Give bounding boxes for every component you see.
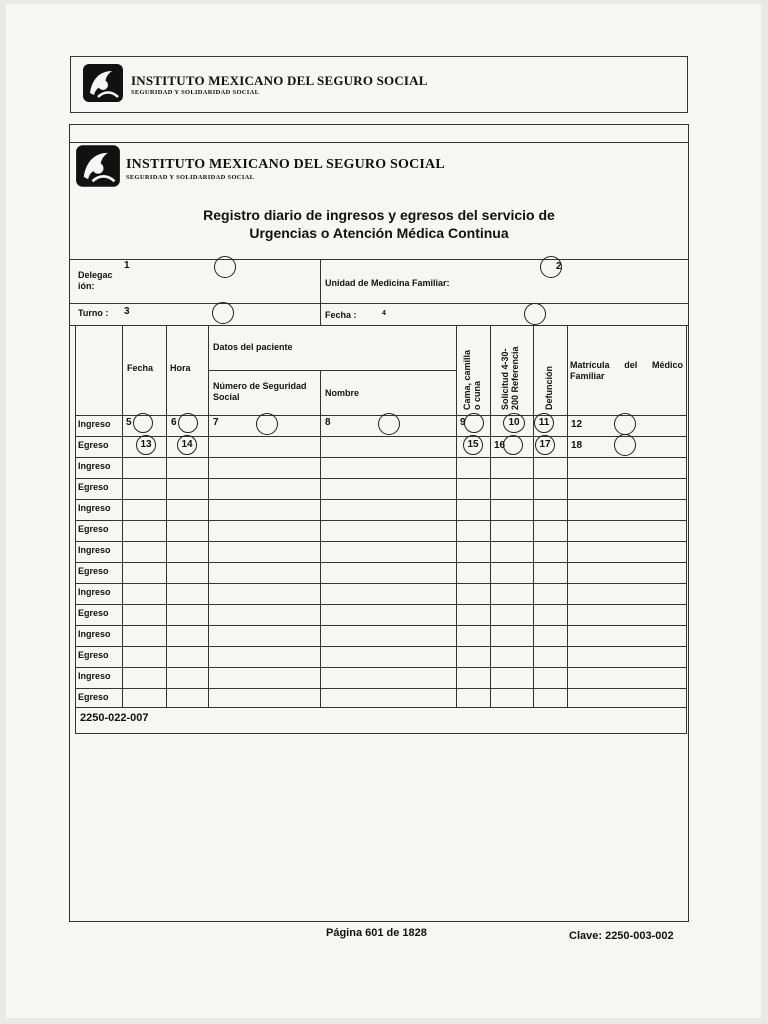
field-circle (178, 413, 198, 433)
col-nombre-header: Nombre (325, 388, 360, 398)
delegacion-label (78, 270, 113, 292)
field-num: 6 (171, 417, 177, 428)
col-rule (320, 370, 321, 707)
field-num: 9 (460, 417, 466, 428)
form-top-rule (69, 142, 689, 143)
page-number: Página 601 de 1828 (326, 927, 427, 939)
row-rule (75, 583, 687, 584)
row-rule (75, 436, 687, 437)
field-num: 18 (571, 440, 583, 451)
col-rule (208, 325, 209, 707)
turno-num: 3 (124, 306, 130, 317)
col-rule (122, 325, 123, 707)
fecha-circle (524, 303, 546, 325)
col-matricula-line2: Familiar (570, 371, 605, 381)
field-circle-17: 17 (535, 435, 555, 455)
col-rule (456, 325, 457, 707)
imss-logo-icon (82, 63, 124, 108)
institute-name: INSTITUTO MEXICANO DEL SEGURO SOCIAL (126, 157, 445, 172)
field-circle (503, 435, 523, 455)
row-rule (75, 562, 687, 563)
delegacion-label-2: ión: (78, 281, 95, 291)
col-solicitud-line2: 200 Referencia (510, 346, 520, 410)
row-label: Egreso (78, 482, 109, 492)
row-rule (75, 688, 687, 689)
col-rule (320, 259, 321, 325)
row-label: Ingreso (78, 461, 111, 471)
unidad-num: 2 (556, 261, 562, 272)
institute-subtitle: SEGURIDAD Y SOLIDARIDAD SOCIAL (126, 174, 255, 181)
datos-paciente-header: Datos del paciente (213, 342, 293, 352)
field-num: 12 (571, 419, 583, 430)
col-nss-line1: Número de Seguridad (213, 381, 307, 391)
fecha-label: Fecha : (325, 310, 357, 320)
row-rule (75, 707, 687, 708)
col-solicitud-header (500, 346, 520, 410)
field-circle-15: 15 (463, 435, 483, 455)
header-rule (208, 370, 456, 371)
form-code: 2250-022-007 (80, 712, 149, 724)
row-label: Ingreso (78, 503, 111, 513)
imss-logo-icon (75, 144, 121, 193)
row-rule (75, 541, 687, 542)
row-rule (75, 457, 687, 458)
turno-label: Turno : (78, 308, 109, 318)
field-circle-14: 14 (177, 435, 197, 455)
field-circle (614, 434, 636, 456)
row-label: Egreso (78, 608, 109, 618)
field-num: 16 (494, 440, 506, 451)
row-label: Ingreso (78, 671, 111, 681)
row-rule (75, 625, 687, 626)
col-cama-line2: o cuna (472, 380, 482, 410)
row-label: Ingreso (78, 419, 111, 429)
institute-name: INSTITUTO MEXICANO DEL SEGURO SOCIAL (131, 73, 428, 88)
delegacion-circle (214, 256, 236, 278)
col-fecha-header: Fecha (127, 363, 154, 373)
col-matricula-line1: Matrícula del Médico (570, 360, 683, 370)
clave-code: Clave: 2250-003-002 (569, 930, 674, 942)
row-rule (69, 259, 689, 260)
row-label: Egreso (78, 650, 109, 660)
row-label: Ingreso (78, 587, 111, 597)
field-circle (378, 413, 400, 435)
row-label: Ingreso (78, 545, 111, 555)
unidad-circle (540, 256, 562, 278)
field-num: 8 (325, 417, 331, 428)
col-cama-header (462, 350, 482, 410)
delegacion-label-1: Delegac (78, 270, 113, 280)
field-circle-13: 13 (136, 435, 156, 455)
col-rule (567, 325, 568, 707)
col-nss-header (213, 381, 307, 403)
field-circle (133, 413, 153, 433)
col-hora-header: Hora (170, 363, 191, 373)
col-rule (533, 325, 534, 707)
institute-subtitle: SEGURIDAD Y SOLIDARIDAD SOCIAL (131, 89, 260, 96)
col-matricula-header (570, 360, 683, 382)
col-solicitud-line1: Solicitud 4-30- (500, 348, 510, 410)
field-circle (614, 413, 636, 435)
row-rule (75, 499, 687, 500)
col-cama-line1: Cama, camilla (462, 349, 472, 410)
row-label: Ingreso (78, 629, 111, 639)
form-title-line2: Urgencias o Atención Médica Continua (249, 225, 509, 241)
row-rule (69, 303, 689, 304)
col-rule (166, 325, 167, 707)
field-circle (256, 413, 278, 435)
col-nss-line2: Social (213, 392, 240, 402)
row-label: Egreso (78, 566, 109, 576)
col-rule (490, 325, 491, 707)
form-title-line1: Registro diario de ingresos y egresos del servicio de (203, 207, 555, 223)
delegacion-num: 1 (124, 260, 130, 271)
fecha-num: 4 (382, 310, 386, 317)
field-circle (464, 413, 484, 433)
row-label: Egreso (78, 524, 109, 534)
row-label: Egreso (78, 440, 109, 450)
row-rule (75, 646, 687, 647)
field-circle-11: 11 (534, 413, 554, 433)
row-rule (75, 667, 687, 668)
row-rule (75, 478, 687, 479)
field-num: 7 (213, 417, 219, 428)
form-title (69, 206, 689, 246)
row-rule (75, 520, 687, 521)
field-circle-10: 10 (503, 413, 525, 433)
row-rule (75, 604, 687, 605)
turno-circle (212, 302, 234, 324)
col-defuncion-header: Defunción (544, 366, 554, 410)
unidad-label: Unidad de Medicina Familiar: (325, 278, 450, 288)
field-num: 5 (126, 417, 132, 428)
row-label: Egreso (78, 692, 109, 702)
